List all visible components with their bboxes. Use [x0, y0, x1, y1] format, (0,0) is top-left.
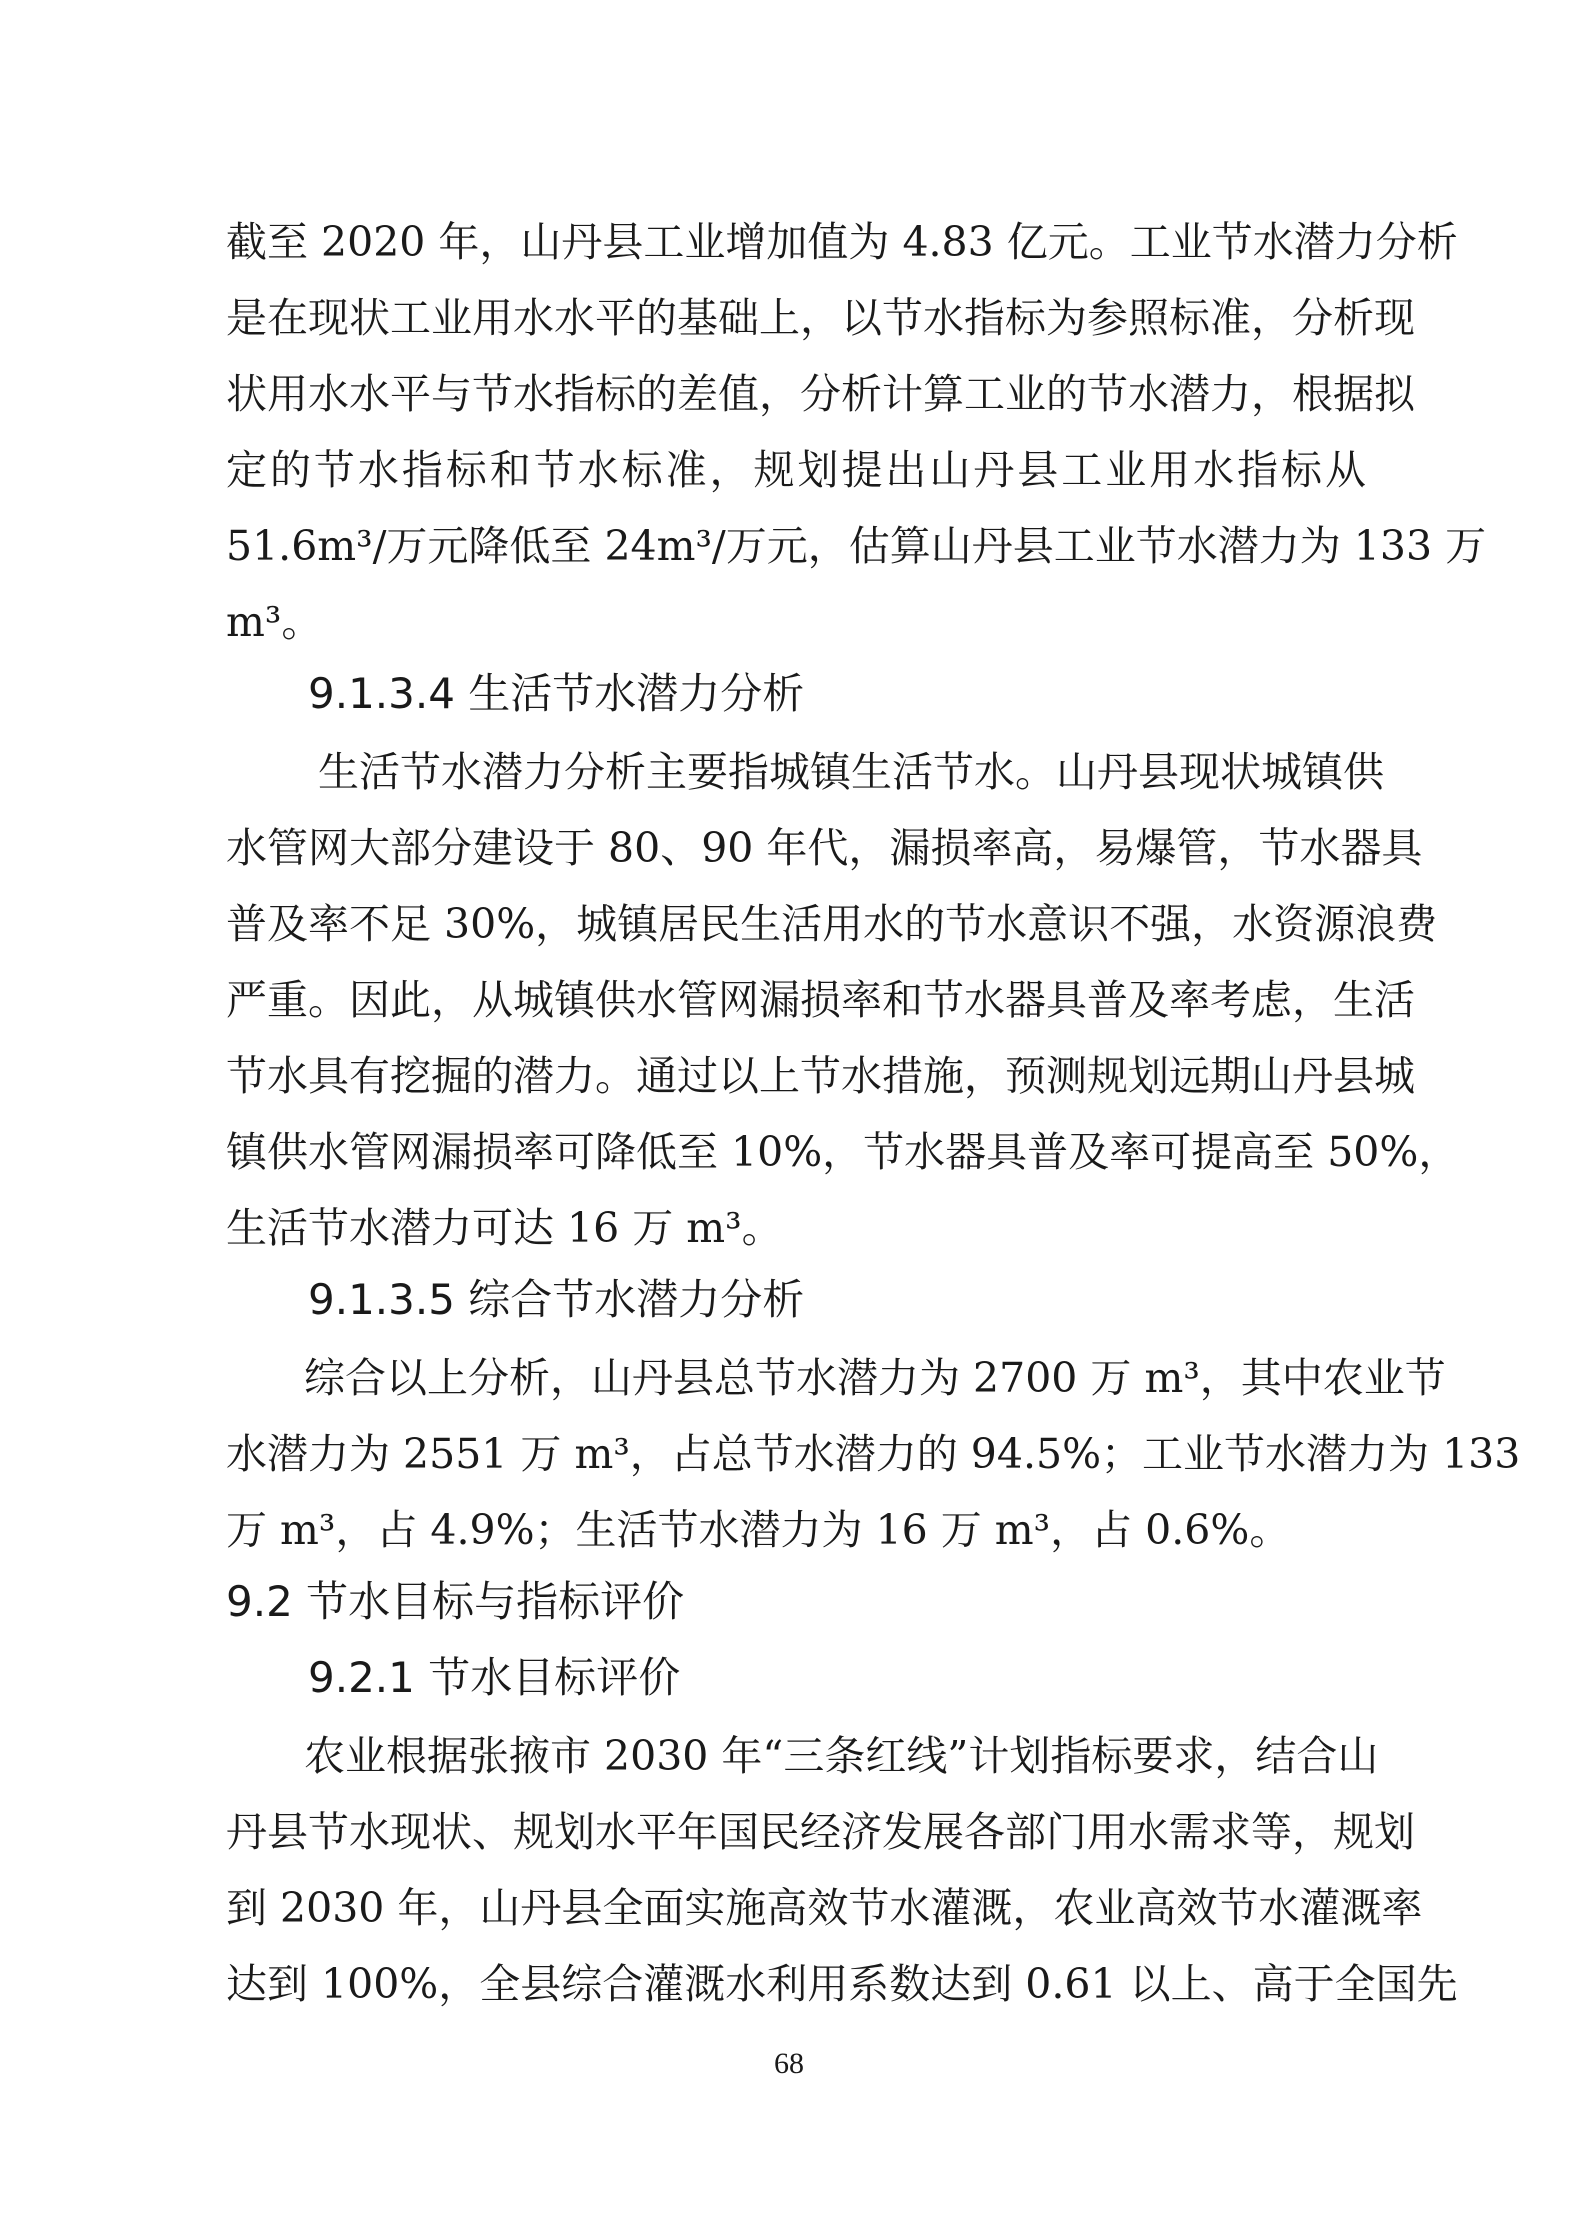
paragraph-domestic-line-3: 普及率不足 30%，城镇居民生活用水的节水意识不强，水资源浪费	[226, 900, 1438, 948]
heading-9-2: 9.2 节水目标与指标评价	[226, 1577, 685, 1626]
paragraph-industry-line-3: 状用水水平与节水指标的差值，分析计算工业的节水潜力，根据拟	[226, 370, 1415, 418]
paragraph-industry-line-4: 定的节水指标和节水标准，规划提出山丹县工业用水指标从	[226, 446, 1366, 494]
paragraph-domestic-line-2: 水管网大部分建设于 80、90 年代，漏损率高，易爆管，节水器具	[226, 824, 1423, 872]
paragraph-domestic-line-4: 严重。因此，从城镇供水管网漏损率和节水器具普及率考虑，生活	[226, 976, 1415, 1024]
paragraph-industry-line-1: 截至 2020 年，山丹县工业增加值为 4.83 亿元。工业节水潜力分析	[226, 218, 1458, 266]
paragraph-industry-line-5: 51.6m³/万元降低至 24m³/万元，估算山丹县工业节水潜力为 133 万	[226, 522, 1487, 570]
paragraph-domestic-line-5: 节水具有挖掘的潜力。通过以上节水措施，预测规划远期山丹县城	[226, 1052, 1415, 1100]
page-number: 68	[774, 2047, 804, 2080]
paragraph-industry-line-6: m³。	[226, 598, 323, 646]
paragraph-domestic-line-6: 镇供水管网漏损率可降低至 10%，节水器具普及率可提高至 50%，	[226, 1128, 1460, 1176]
paragraph-target-line-2: 丹县节水现状、规划水平年国民经济发展各部门用水需求等，规划	[226, 1808, 1415, 1856]
paragraph-domestic-line-1: 生活节水潜力分析主要指城镇生活节水。山丹县现状城镇供	[318, 748, 1384, 796]
heading-9-1-3-4: 9.1.3.4 生活节水潜力分析	[308, 669, 805, 718]
paragraph-target-line-4: 达到 100%，全县综合灌溉水利用系数达到 0.61 以上、高于全国先	[226, 1960, 1458, 2008]
paragraph-domestic-line-7: 生活节水潜力可达 16 万 m³。	[226, 1204, 783, 1252]
heading-9-1-3-5: 9.1.3.5 综合节水潜力分析	[308, 1275, 805, 1324]
paragraph-industry-line-2: 是在现状工业用水水平的基础上，以节水指标为参照标准，分析现	[226, 294, 1415, 342]
paragraph-total-line-2: 水潜力为 2551 万 m³，占总节水潜力的 94.5%；工业节水潜力为 133	[226, 1430, 1521, 1478]
paragraph-total-line-3: 万 m³，占 4.9%；生活节水潜力为 16 万 m³，占 0.6%。	[226, 1506, 1291, 1554]
paragraph-target-line-3: 到 2030 年，山丹县全面实施高效节水灌溉，农业高效节水灌溉率	[226, 1884, 1423, 1932]
paragraph-total-line-1: 综合以上分析，山丹县总节水潜力为 2700 万 m³，其中农业节	[304, 1354, 1446, 1402]
heading-9-2-1: 9.2.1 节水目标评价	[308, 1653, 681, 1702]
paragraph-target-line-1: 农业根据张掖市 2030 年“三条红线”计划指标要求，结合山	[304, 1732, 1379, 1780]
